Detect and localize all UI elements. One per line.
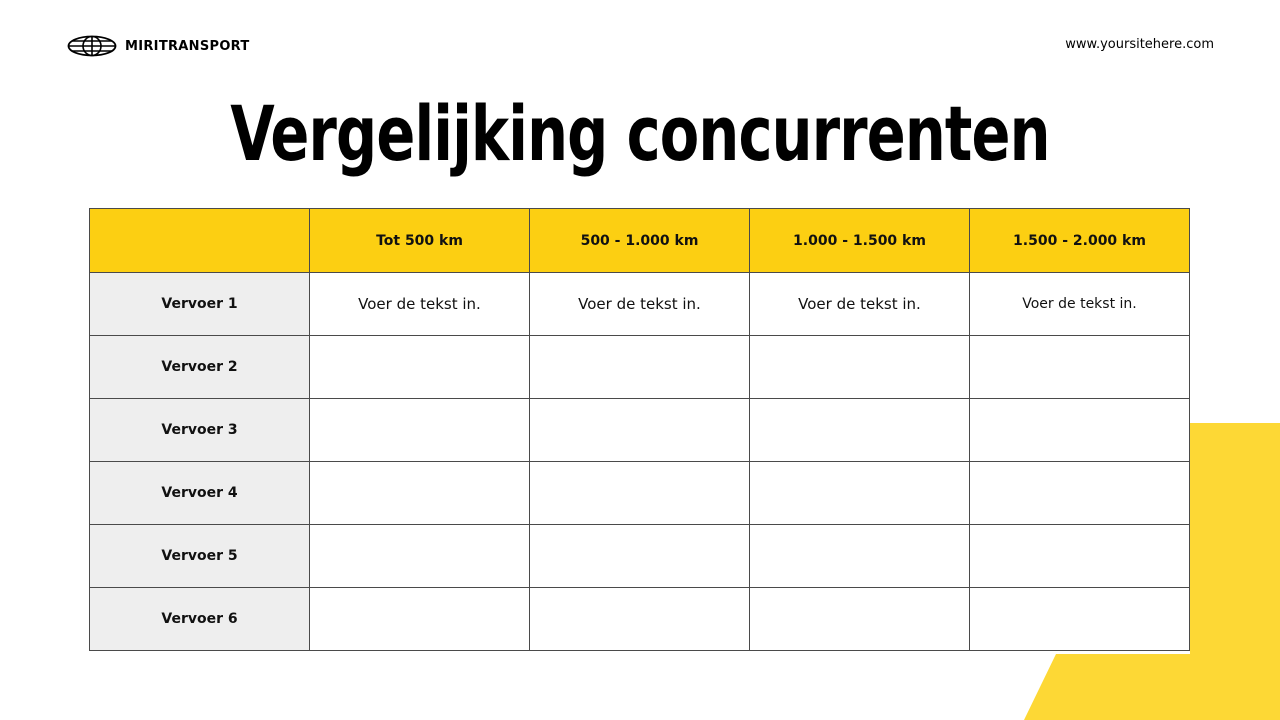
table-cell[interactable] — [750, 399, 970, 462]
table-cell[interactable] — [530, 336, 750, 399]
page-title: Vergelijking concurrenten — [230, 89, 1050, 178]
column-header: Tot 500 km — [310, 209, 530, 273]
table-cell[interactable] — [530, 399, 750, 462]
row-header: Vervoer 3 — [90, 399, 310, 462]
table-cell[interactable]: Voer de tekst in. — [310, 273, 530, 336]
table-cell[interactable] — [310, 399, 530, 462]
table-cell[interactable] — [530, 588, 750, 651]
table-row — [90, 399, 1190, 462]
table-row — [90, 588, 1190, 651]
brand-name: MIRITRANSPORT — [125, 38, 250, 54]
table-cell[interactable] — [310, 336, 530, 399]
table-cell[interactable] — [310, 588, 530, 651]
table-cell[interactable] — [310, 462, 530, 525]
brand-logo[interactable] — [67, 35, 250, 57]
row-header: Vervoer 1 — [90, 273, 310, 336]
table-header-row — [90, 209, 1190, 273]
table-cell[interactable] — [970, 399, 1190, 462]
table-cell[interactable] — [750, 462, 970, 525]
table-cell[interactable] — [310, 525, 530, 588]
row-header: Vervoer 5 — [90, 525, 310, 588]
table-cell[interactable] — [750, 588, 970, 651]
table-row — [90, 462, 1190, 525]
table-cell[interactable] — [530, 525, 750, 588]
table-cell[interactable] — [970, 588, 1190, 651]
table-row — [90, 336, 1190, 399]
table-cell[interactable] — [530, 462, 750, 525]
table-cell[interactable] — [750, 525, 970, 588]
column-header: 500 - 1.000 km — [530, 209, 750, 273]
row-header: Vervoer 6 — [90, 588, 310, 651]
table-cell[interactable] — [970, 462, 1190, 525]
table-corner-cell — [90, 209, 310, 273]
row-header: Vervoer 4 — [90, 462, 310, 525]
table-cell[interactable]: Voer de tekst in. — [970, 273, 1190, 336]
site-url[interactable]: www.yoursitehere.com — [1065, 37, 1214, 52]
table-cell[interactable] — [750, 336, 970, 399]
table-cell[interactable] — [970, 336, 1190, 399]
column-header: 1.000 - 1.500 km — [750, 209, 970, 273]
table-row — [90, 273, 1190, 336]
globe-icon — [67, 35, 117, 57]
comparison-table — [89, 208, 1190, 651]
table-cell[interactable]: Voer de tekst in. — [750, 273, 970, 336]
column-header: 1.500 - 2.000 km — [970, 209, 1190, 273]
table-cell[interactable] — [970, 525, 1190, 588]
row-header: Vervoer 2 — [90, 336, 310, 399]
table-row — [90, 525, 1190, 588]
table-cell[interactable]: Voer de tekst in. — [530, 273, 750, 336]
